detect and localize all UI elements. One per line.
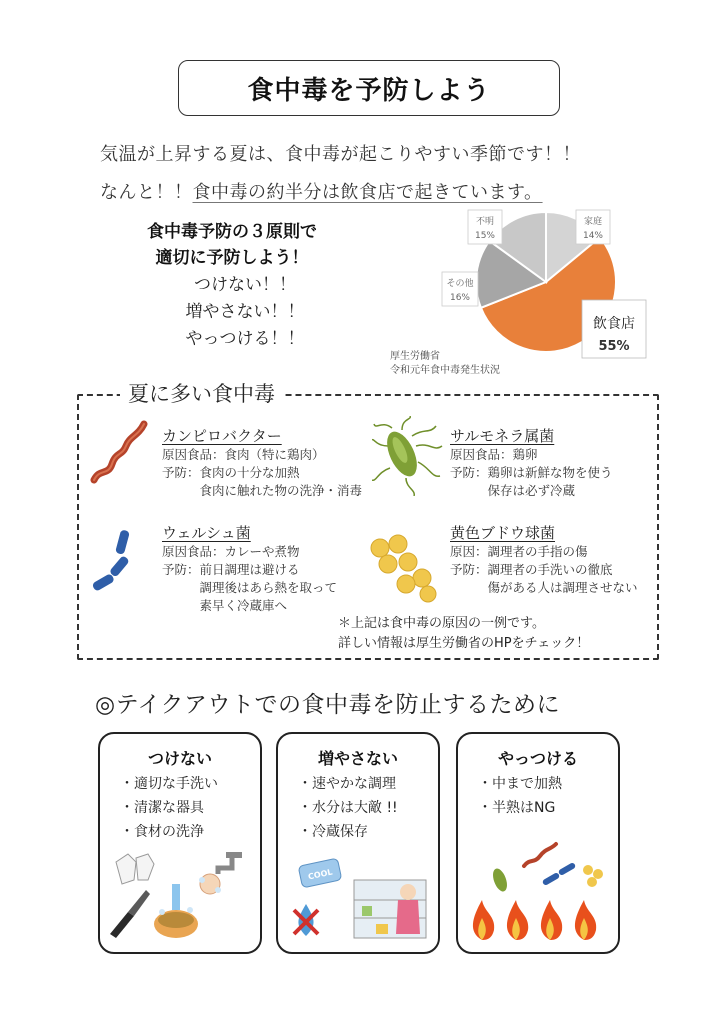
principle-item: やっつける！！ [185,329,305,349]
germ-campylobacter [162,425,362,500]
pie-label-home [576,210,610,244]
germ-detail: 原因食品：カレーや煮物 [162,544,300,559]
takeout-heading: ◎テイクアウトでの食中毒を防止するために [95,692,560,718]
intro-line-1: 気温が上昇する夏は、食中毒が起こりやすい季節です！！ [100,144,581,165]
card-title: やっつける [497,749,578,768]
washing-vegetables-icon [154,884,198,938]
card-item: ・速やかな調理 [298,776,396,792]
card-title: つけない [147,749,212,768]
bacteria-cluster-icon [490,844,603,893]
card-item: ・中まで加熱 [478,776,562,792]
card-yattsukeru [456,732,620,954]
pie-label-unknown [468,210,502,244]
card-tsukenai [98,732,262,954]
germ-staphylococcus [450,522,638,597]
germ-name: サルモネラ属菌 [450,427,555,445]
principles-list [150,272,340,353]
refrigerator-icon [354,880,426,938]
germ-welchii [162,522,337,615]
pie-label-other-percent: 16% [449,293,471,303]
card-item: ・水分は大敵 !! [298,800,398,816]
germ-detail: 予防：鶏卵は新鮮な物を使う [450,465,613,480]
germ-salmonella [450,425,613,500]
staphylococcus-icon [366,534,444,604]
knife-icon [110,890,150,938]
summer-section-heading: 夏に多い食中毒 [120,378,283,408]
restaurant-share-pie-chart [428,200,668,360]
card-items [120,772,218,844]
pie-label-other-name: その他 [446,279,474,289]
germ-detail: 予防：前日調理は避ける [162,562,300,577]
gloves-icon [116,854,154,884]
pie-source-line-2: 令和元年食中毒発生状況 [390,365,500,376]
card-items [478,772,562,820]
principles-heading-line-2: 適切に予防しよう！ [155,248,309,268]
handwashing-illustration [106,850,254,946]
germ-detail: 予防：調理者の手洗いの徹底 [450,562,613,577]
refrigeration-illustration [284,850,432,946]
title-box [178,60,560,116]
intro-line-2-prefix: なんと！！ [100,182,193,203]
campylobacter-icon [86,418,156,488]
card-title: 増やさない [317,749,398,768]
principle-item: つけない！！ [194,275,296,295]
pie-label-unknown-name: 不明 [475,217,495,227]
pie-label-other [442,272,478,306]
pie-label-restaurant-name: 飲食店 [593,316,635,332]
germ-detail: 調理後はあら熱を取って [162,580,338,595]
card-item: ・食材の洗浄 [120,824,204,840]
pie-label-restaurant-percent: 55% [598,339,630,354]
page-title: 食中毒を予防しよう [247,75,491,106]
principle-item: 増やさない！！ [185,302,305,322]
welchii-bacteria-icon [88,526,148,596]
principles-heading [112,219,352,271]
source-note [338,614,589,654]
cool-pack-icon [298,858,342,888]
pie-source-line-1: 厚生労働省 [390,351,440,362]
germ-name: ウェルシュ菌 [162,524,251,542]
no-water-icon [294,904,318,936]
card-item: ・半熟はNG [478,800,556,816]
heating-illustration [464,836,612,946]
note-line-1: ＊上記は食中毒の原因の一例です。 [338,616,545,631]
card-item: ・冷蔵保存 [298,824,368,840]
card-items [298,772,398,844]
germ-detail: 素早く冷蔵庫へ [162,598,288,613]
fire-icon [473,900,596,940]
germ-detail: 傷がある人は調理させない [450,580,638,595]
card-item: ・清潔な器具 [120,800,204,816]
principles-heading-line-1: 食中毒予防の３原則で [147,222,317,242]
card-fuyasanai [276,732,440,954]
germ-name: 黄色ブドウ球菌 [450,524,556,542]
pie-source [390,350,500,378]
germ-name: カンピロバクター [162,427,282,445]
germ-detail: 原因食品：鶏卵 [450,447,538,462]
note-line-2: 詳しい情報は厚生労働省のHPをチェック！ [338,636,590,651]
cool-pack-label: COOL [307,867,334,882]
pie-label-restaurant [582,300,646,358]
card-item: ・適切な手洗い [120,776,218,792]
germ-detail: 原因食品：食肉（特に鶏肉） [162,447,325,462]
pie-label-home-name: 家庭 [583,217,603,227]
pie-label-home-percent: 14% [582,231,604,241]
faucet-icon [199,852,242,894]
germ-detail: 原因：調理者の手指の傷 [450,544,588,559]
intro-line-2-emphasis: 食中毒の約半分は飲食店で起きています。 [192,182,543,203]
salmonella-icon [372,416,444,496]
germ-detail: 保存は必ず冷蔵 [450,483,576,498]
pie-label-unknown-percent: 15% [474,231,496,241]
germ-detail: 予防：食肉の十分な加熱 [162,465,300,480]
germ-detail: 食肉に触れた物の洗浄・消毒 [162,483,363,498]
